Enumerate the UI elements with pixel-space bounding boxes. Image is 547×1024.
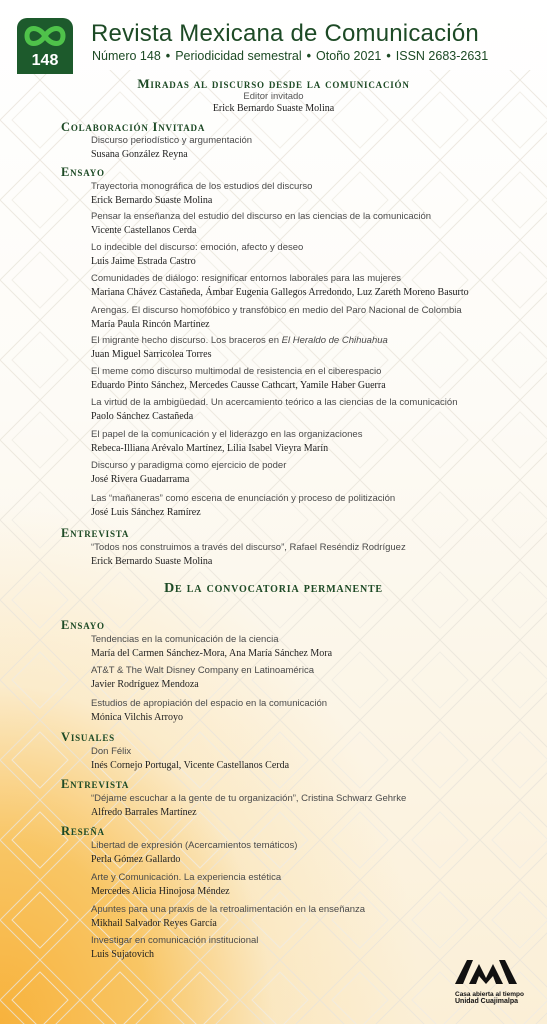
article-title: “Déjame escuchar a la gente de tu organización”, Cristina Schwarz Gehrke [91, 793, 407, 804]
masthead [0, 0, 547, 74]
article-title: El papel de la comunicación y el liderazgo en las organizaciones [91, 429, 363, 440]
article-author: Alfredo Barrales Martínez [91, 807, 197, 818]
section-heading-ensayo-2: Ensayo [61, 618, 105, 632]
toc-entry[interactable] [91, 839, 531, 866]
issue-meta: Número 148 • Periodicidad semestral • Otoño 2021 • ISSN 2683-2631 [92, 49, 489, 63]
article-title: El meme como discurso multimodal de resistencia en el ciberespacio [91, 366, 382, 377]
article-title: Trayectoria monográfica de los estudios del discurso [91, 181, 313, 192]
toc-entry[interactable] [91, 903, 531, 930]
toc-entry[interactable] [91, 934, 531, 961]
article-author: Erick Bernardo Suaste Molina [91, 556, 213, 567]
section-heading-resena: Reseña [61, 824, 105, 838]
article-title: Discurso y paradigma como ejercicio de poder [91, 460, 287, 471]
article-title: Pensar la enseñanza del estudio del discurso en las ciencias de la comunicación [91, 211, 432, 222]
issn: ISSN 2683-2631 [395, 49, 489, 63]
toc-entry[interactable] [91, 304, 531, 331]
article-title: Don Félix [91, 746, 132, 757]
article-title: Las “mañaneras” como escena de enunciación y proceso de politización [91, 493, 396, 504]
infinity-icon [22, 22, 68, 50]
article-title: Lo indecible del discurso: emoción, afecto y deseo [91, 242, 304, 253]
article-title: La virtud de la ambigüedad. Un acercamiento teórico a las ciencias de la comunicación [91, 397, 458, 408]
university-motto: Casa abierta al tiempo [455, 991, 524, 998]
toc-entry[interactable] [91, 334, 531, 361]
section-heading-ensayo: Ensayo [61, 165, 105, 179]
article-title: Libertad de expresión (Acercamientos temáticos) [91, 840, 298, 851]
article-title-italic: El Heraldo de Chihuahua [281, 335, 388, 346]
toc-entry[interactable] [91, 697, 531, 724]
toc-entry[interactable] [91, 871, 531, 898]
season: Otoño 2021 [316, 49, 382, 63]
university-logo [455, 960, 525, 1005]
article-author: Eduardo Pinto Sánchez, Mercedes Causse Cathcart, Yamile Haber Guerra [91, 380, 386, 391]
guest-editor-label: Editor invitado [243, 91, 304, 102]
magazine-title: Revista Mexicana de Comunicación [91, 20, 479, 47]
article-author: Mikhail Salvador Reyes García [91, 918, 217, 929]
article-author: Mónica Vilchis Arroyo [91, 712, 183, 723]
guest-editor-name: Erick Bernardo Suaste Molina [212, 103, 335, 114]
article-title: Discurso periodístico y argumentación [91, 135, 253, 146]
article-author: Vicente Castellanos Cerda [91, 225, 197, 236]
article-author: José Rivera Guadarrama [91, 474, 190, 485]
article-title: Investigar en comunicación institucional [91, 935, 259, 946]
article-author: María del Carmen Sánchez-Mora, Ana María Sánchez Mora [91, 648, 333, 659]
article-author: Luis Sujatovich [91, 949, 155, 960]
toc-entry[interactable] [91, 428, 531, 455]
toc-entry[interactable] [91, 745, 531, 772]
toc-entry[interactable] [91, 396, 531, 423]
university-unit: Unidad Cuajimalpa [455, 998, 519, 1005]
section-heading-entrevista-2: Entrevista [61, 777, 130, 791]
toc-entry[interactable] [91, 633, 531, 660]
article-title: Apuntes para una praxis de la retroalimentación en la enseñanza [91, 904, 366, 915]
article-title: Arengas. El discurso homofóbico y transfóbico en medio del Paro Nacional de Colombia [91, 305, 462, 316]
article-title: Arte y Comunicación. La experiencia estética [91, 872, 282, 883]
toc-entry[interactable] [91, 272, 531, 299]
section-heading-colaboracion: Colaboración Invitada [61, 120, 206, 134]
article-author: Luis Jaime Estrada Castro [91, 256, 196, 267]
toc-entry[interactable] [91, 134, 531, 161]
toc-entry[interactable] [91, 792, 531, 819]
article-title [91, 334, 531, 347]
toc-entry[interactable] [91, 210, 531, 237]
toc-entry[interactable] [91, 664, 531, 691]
issue-number-text: Número 148 [92, 49, 161, 63]
article-author: Perla Gómez Gallardo [91, 854, 181, 865]
article-author: Javier Rodríguez Mendoza [91, 679, 199, 690]
article-title: Tendencias en la comunicación de la ciencia [91, 634, 279, 645]
article-author: Inés Cornejo Portugal, Vicente Castellanos Cerda [91, 760, 290, 771]
toc-entry[interactable] [91, 492, 531, 519]
article-author: Paolo Sánchez Castañeda [91, 411, 194, 422]
section-heading-visuales: Visuales [61, 730, 115, 744]
article-author: María Paula Rincón Martínez [91, 319, 210, 330]
article-title-text: El migrante hecho discurso. Los braceros en [91, 335, 279, 346]
toc-entry[interactable] [91, 541, 531, 568]
toc-entry[interactable] [91, 241, 531, 268]
toc-entry[interactable] [91, 459, 531, 486]
uam-logo-icon [455, 960, 517, 984]
toc-entry[interactable] [91, 180, 531, 207]
article-author: Rebeca-Illiana Arévalo Martínez, Lilia Isabel Vieyra Marín [91, 443, 329, 454]
article-author: Susana González Reyna [91, 149, 188, 160]
issue-number-badge: 148 [31, 52, 59, 69]
article-title: Estudios de apropiación del espacio en la comunicación [91, 698, 328, 709]
toc-entry[interactable] [91, 365, 531, 392]
journal-logo [17, 18, 73, 74]
periodicity: Periodicidad semestral [175, 49, 302, 63]
article-author: Erick Bernardo Suaste Molina [91, 195, 213, 206]
article-title: Comunidades de diálogo: resignificar entornos laborales para las mujeres [91, 273, 401, 284]
article-title: “Todos nos construimos a través del discurso”, Rafael Reséndiz Rodríguez [91, 542, 406, 553]
issue-theme-title: Miradas al discurso desde la comunicación [137, 76, 410, 91]
article-author: Mariana Chávez Castañeda, Ámbar Eugenia Gallegos Arredondo, Luz Zareth Moreno Basurto [91, 287, 469, 298]
article-author: José Luis Sánchez Ramírez [91, 507, 201, 518]
article-author: Mercedes Alicia Hinojosa Méndez [91, 886, 230, 897]
section-heading-entrevista: Entrevista [61, 526, 130, 540]
section-group-title: De la convocatoria permanente [164, 581, 383, 596]
article-title: AT&T & The Walt Disney Company en Latinoamérica [91, 665, 314, 676]
article-author: Juan Miguel Sarricolea Torres [91, 349, 212, 360]
